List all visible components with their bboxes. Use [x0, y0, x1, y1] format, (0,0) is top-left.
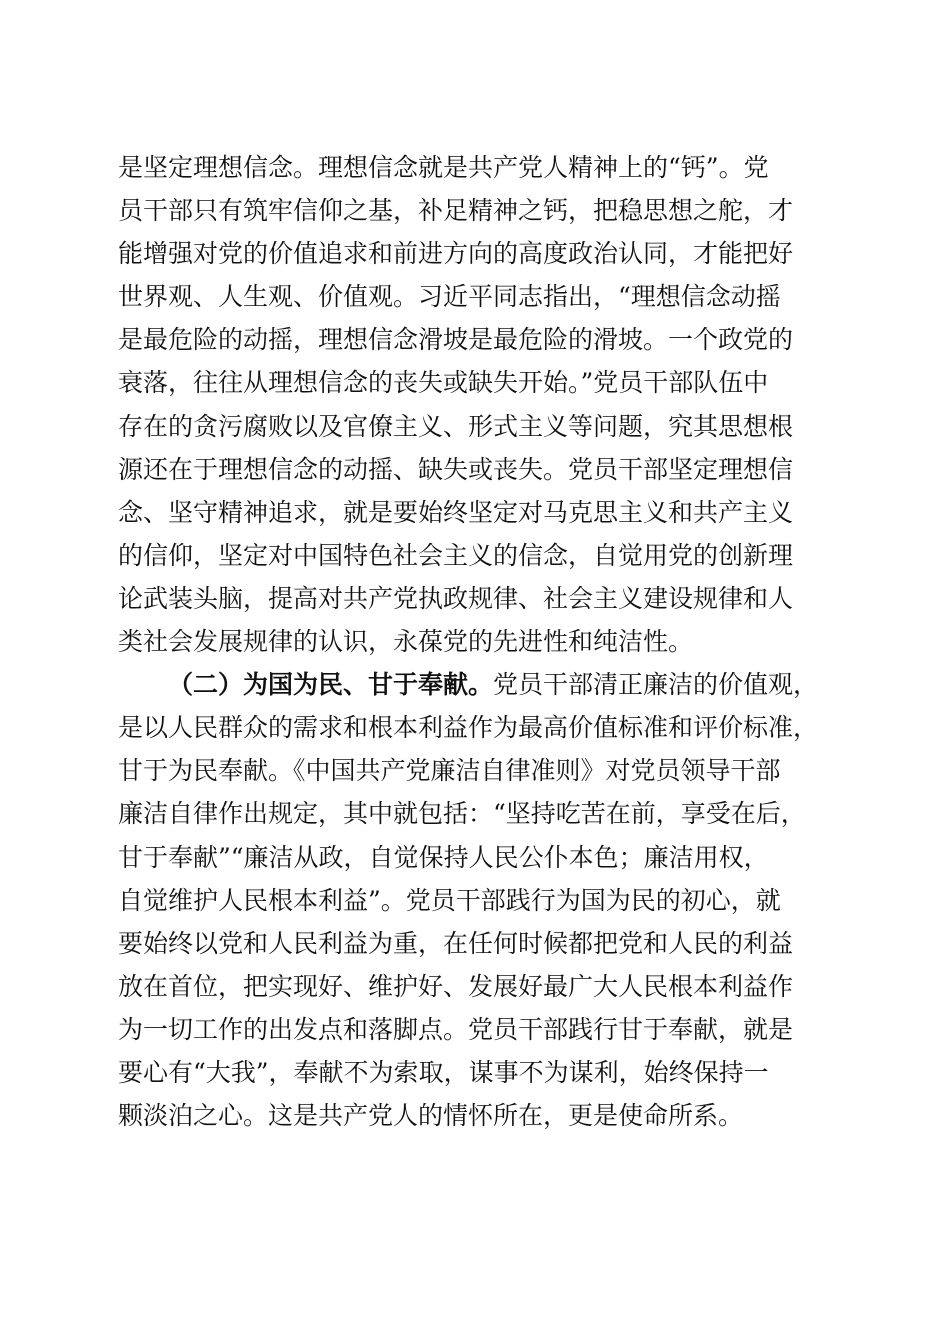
paragraph-line-rest: 党员干部清正廉洁的价值观， [493, 670, 819, 700]
paragraph-line: 是坚定理想信念。理想信念就是共产党人精神上的“钙”。党 [118, 153, 769, 182]
paragraph-line: 自觉维护人民根本利益”。党员干部践行为国为民的初心，就 [118, 885, 781, 915]
paragraph-line: 廉洁自律作出规定，其中就包括：“坚持吃苦在前，享受在后， [118, 799, 806, 829]
section-heading: （二）为国为民、甘于奉献。 [168, 670, 494, 700]
paragraph-line: 甘于为民奉献。《中国共产党廉洁自律准则》对党员领导干部 [118, 756, 781, 786]
paragraph-line: 是最危险的动摇，理想信念滑坡是最危险的滑坡。一个政党的 [118, 325, 794, 355]
paragraph-line: 要心有“大我”，奉献不为索取，谋事不为谋利，始终保持一 [118, 1057, 769, 1087]
paragraph-line: 颗淡泊之心。这是共产党人的情怀所在，更是使命所系。 [118, 1101, 744, 1131]
paragraph-line: 论武装头脑，提高对共产党执政规律、社会主义建设规律和人 [118, 583, 794, 613]
paragraph-line: 放在首位，把实现好、维护好、发展好最广大人民根本利益作 [118, 971, 794, 1001]
paragraph-line: 员干部只有筑牢信仰之基，补足精神之钙，把稳思想之舵，才 [118, 196, 794, 226]
body-text [118, 146, 838, 1137]
paragraph-2 [118, 663, 838, 1137]
paragraph-line: 衰落，往往从理想信念的丧失或缺失开始。”党员干部队伍中 [118, 368, 769, 398]
paragraph-line: 能增强对党的价值追求和前进方向的高度政治认同，才能把好 [118, 239, 794, 269]
paragraph-line: 的信仰，坚定对中国特色社会主义的信念，自觉用党的创新理 [118, 540, 794, 570]
paragraph-line: 为一切工作的出发点和落脚点。党员干部践行甘于奉献，就是 [118, 1014, 794, 1044]
paragraph-line: 念、坚守精神追求，就是要始终坚定对马克思主义和共产主义 [118, 497, 794, 527]
paragraph-line: 世界观、人生观、价值观。习近平同志指出，“理想信念动摇 [118, 282, 781, 312]
paragraph-1 [118, 146, 838, 663]
paragraph-line: 类社会发展规律的认识，永葆党的先进性和纯洁性。 [118, 627, 694, 657]
paragraph-line: 存在的贪污腐败以及官僚主义、形式主义等问题，究其思想根 [118, 411, 794, 441]
paragraph-line: 源还在于理想信念的动摇、缺失或丧失。党员干部坚定理想信 [118, 454, 794, 484]
paragraph-first-line [118, 663, 838, 706]
paragraph-line: 甘于奉献”“廉洁从政，自觉保持人民公仆本色；廉洁用权， [118, 842, 769, 872]
paragraph-line: 要始终以党和人民利益为重，在任何时候都把党和人民的利益 [118, 928, 794, 958]
paragraph-line: 是以人民群众的需求和根本利益作为最高价值标准和评价标准， [118, 713, 819, 743]
